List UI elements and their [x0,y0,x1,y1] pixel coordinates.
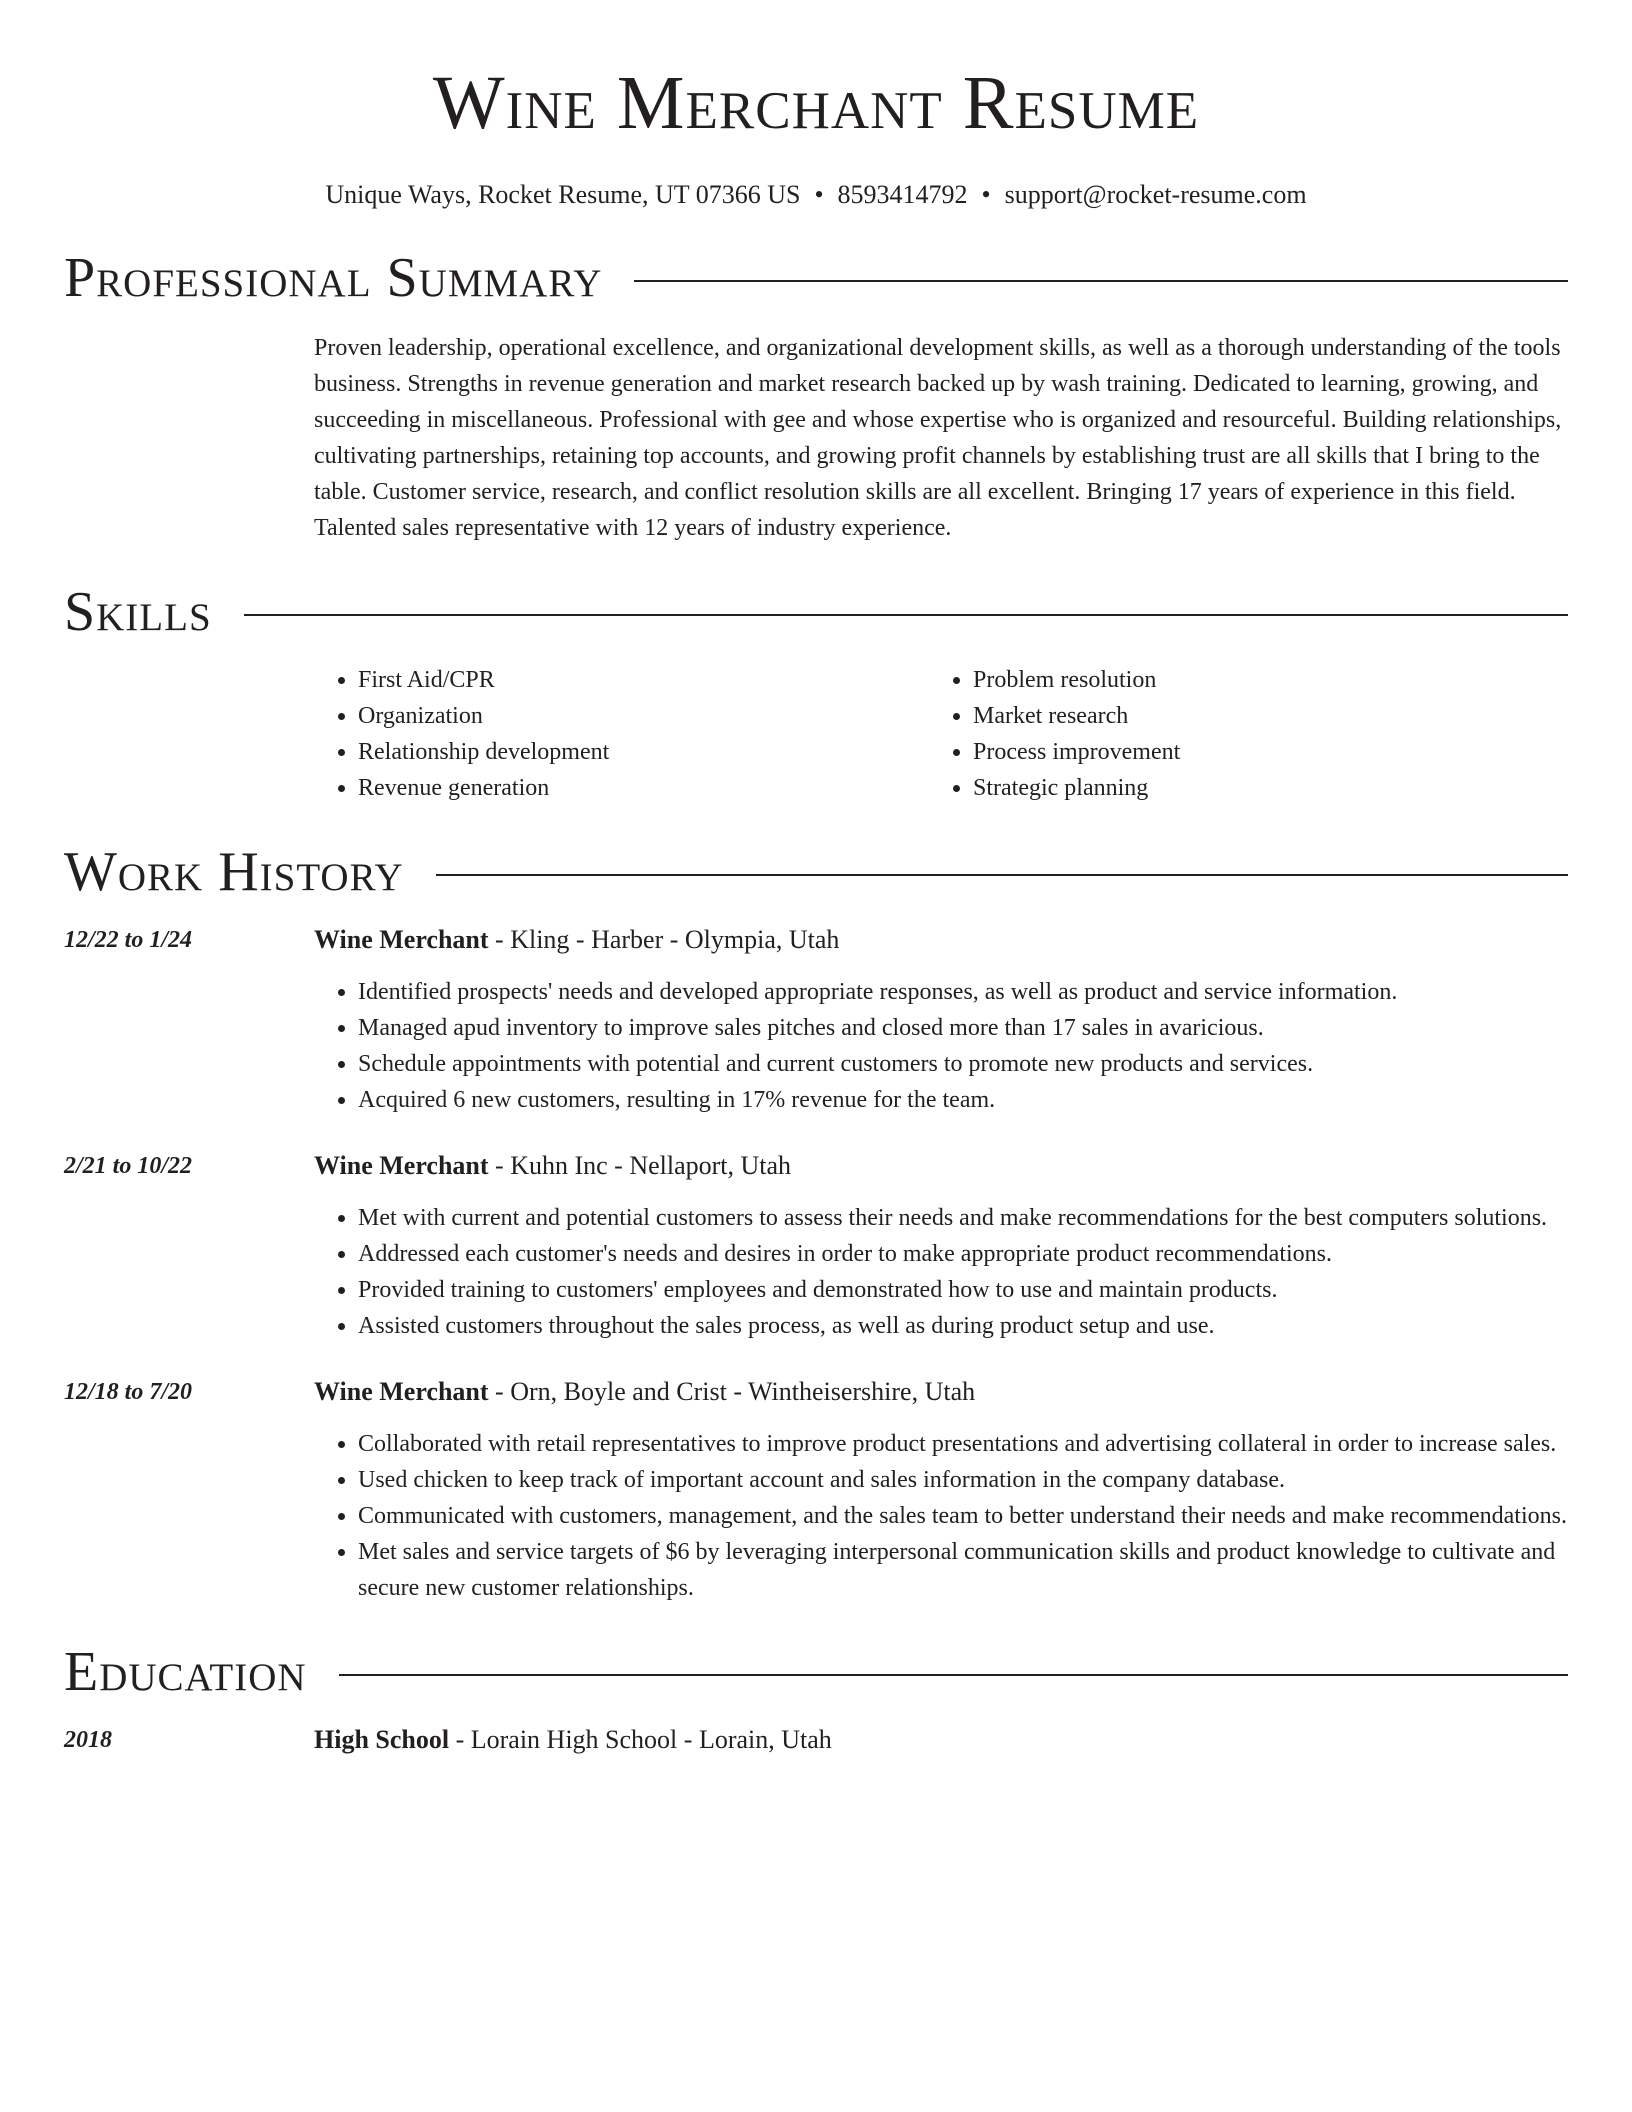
section-divider [244,614,1568,616]
summary-section-header [64,246,1568,310]
job-bullets [314,974,1568,1118]
work-entry [64,922,1568,1118]
work-entry-dates: 12/18 to 7/20 [64,1379,193,1405]
skill-item: • Problem resolution [973,662,1544,698]
skill-item: • Market research [973,698,1544,734]
education-section-title: Education [64,1641,307,1703]
summary-section-body [314,330,1568,546]
skill-item: • Revenue generation [358,770,929,806]
skills-grid [314,662,1568,806]
job-bullet: • Schedule appointments with potential and current customers to promote new products and services. [358,1046,1568,1082]
skills-section-body [314,662,1568,806]
skills-section-title: Skills [64,581,212,643]
work-entry-dates: 12/22 to 1/24 [64,927,193,953]
job-bullet: • Used chicken to keep track of important account and sales information in the company database. [358,1462,1568,1498]
education-entry-dates: 2018 [64,1727,112,1753]
job-bullet: • Met with current and potential customers to assess their needs and make recommendations for the best computers solutions. [358,1200,1568,1236]
skill-item: • Organization [358,698,929,734]
job-details: - Kuhn Inc - Nellaport, Utah [488,1151,792,1180]
work-entry-heading [314,1374,1568,1410]
contact-line [64,178,1568,212]
job-details: - Orn, Boyle and Crist - Wintheisershire, Utah [488,1377,976,1406]
contact-separator: • [814,180,824,209]
section-divider [436,874,1568,876]
job-bullet: • Acquired 6 new customers, resulting in 17% revenue for the team. [358,1082,1568,1118]
degree-title: High School [314,1725,450,1754]
work-entry-heading [314,922,1568,958]
work-entry [64,1148,1568,1344]
contact-email: support@rocket-resume.com [1004,180,1307,209]
work-entry-main [314,1374,1568,1606]
job-bullet: • Collaborated with retail representatives to improve product presentations and advertising collateral in order to increase sales. [358,1426,1568,1462]
contact-address: Unique Ways, Rocket Resume, UT 07366 US [325,180,801,209]
job-bullet: • Addressed each customer's needs and desires in order to make appropriate product recommendations. [358,1236,1568,1272]
work-entry-main [314,1148,1568,1344]
skills-section-header [64,580,1568,644]
section-divider [339,1674,1568,1676]
education-section-header [64,1640,1568,1704]
job-bullet: • Managed apud inventory to improve sales pitches and closed more than 17 sales in avaricious. [358,1010,1568,1046]
work-section-title: Work History [64,841,404,903]
education-entry [64,1722,1568,1758]
job-bullet: • Provided training to customers' employees and demonstrated how to use and maintain products. [358,1272,1568,1308]
skills-column-left [314,662,929,806]
education-entry-heading [314,1722,1568,1758]
job-bullets [314,1200,1568,1344]
contact-phone: 8593414792 [837,180,968,209]
skill-item: • Strategic planning [973,770,1544,806]
job-bullet: • Met sales and service targets of $6 by leveraging interpersonal communication skills and product knowledge to cultivate and secure new customer relationships. [358,1534,1568,1606]
section-divider [634,280,1568,282]
contact-separator: • [981,180,991,209]
job-bullet: • Communicated with customers, management, and the sales team to better understand their needs and make recommendations. [358,1498,1568,1534]
job-title: Wine Merchant [314,925,489,954]
skill-item: • First Aid/CPR [358,662,929,698]
education-entry-main [314,1722,1568,1758]
skill-item: • Process improvement [973,734,1544,770]
skills-column-right [929,662,1544,806]
job-bullet: • Assisted customers throughout the sales process, as well as during product setup and use. [358,1308,1568,1344]
school-details: - Lorain High School - Lorain, Utah [449,1725,832,1754]
work-entry-main [314,922,1568,1118]
job-title: Wine Merchant [314,1377,489,1406]
resume-name: Wine Merchant Resume [432,61,1200,145]
job-bullet: • Identified prospects' needs and developed appropriate responses, as well as product and service information. [358,974,1568,1010]
job-title: Wine Merchant [314,1151,489,1180]
job-bullets [314,1426,1568,1606]
work-entry-dates: 2/21 to 10/22 [64,1153,193,1179]
work-entry-heading [314,1148,1568,1184]
job-details: - Kling - Harber - Olympia, Utah [488,925,840,954]
work-section-header [64,840,1568,904]
skill-item: • Relationship development [358,734,929,770]
summary-section-title: Professional Summary [64,247,603,309]
summary-text: Proven leadership, operational excellence, and organizational development skills, as well as a thorough understanding of the tools business. Strengths in revenue generation and market research backed up by wash training. Dedicated to learning, growing, and succeeding in miscellaneous. Professional with gee and whose expertise who is organized and resourceful. Building relationships, cultivating partnerships, retaining top accounts, and growing profit channels by establishing trust are all skills that I bring to the table. Customer service, research, and conflict resolution skills are all excellent. Bringing 17 years of experience in this field. Talented sales representative with 12 years of industry experience. [314,335,1562,541]
work-entry [64,1374,1568,1606]
